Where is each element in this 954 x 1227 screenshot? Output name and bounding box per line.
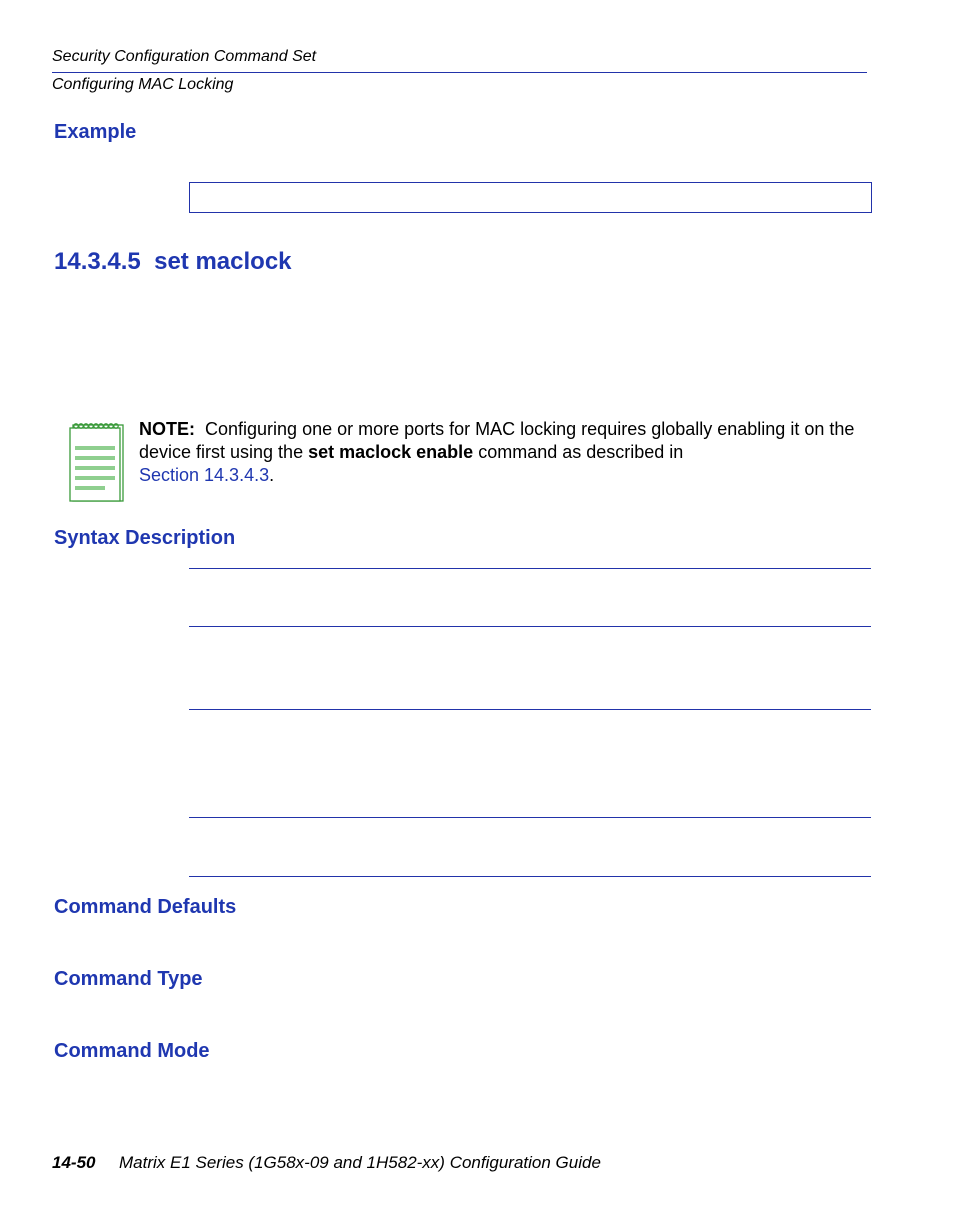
note-label: NOTE: <box>139 419 195 439</box>
command-defaults-heading: Command Defaults <box>54 896 237 918</box>
table-rule <box>189 626 871 627</box>
section-number: 14.3.4.5 <box>54 248 141 275</box>
table-rule <box>189 876 871 877</box>
note-text-before: Configuring one or more ports for MAC locking requires globally enabling it on the device first using the <box>139 419 855 462</box>
table-rule <box>189 568 871 569</box>
section-link[interactable]: Section 14.3.4.3 <box>139 465 270 485</box>
page-number: 14-50 <box>52 1153 96 1172</box>
example-box <box>189 182 872 213</box>
command-mode-heading: Command Mode <box>54 1040 210 1062</box>
section-title <box>54 248 292 276</box>
table-rule <box>189 817 871 818</box>
syntax-description-heading: Syntax Description <box>54 527 236 549</box>
guide-title: Matrix E1 Series (1G58x-09 and 1H582-xx) Configuration Guide <box>119 1153 601 1172</box>
running-header-section: Configuring MAC Locking <box>52 76 234 93</box>
notepad-icon <box>66 420 126 504</box>
example-heading: Example <box>54 121 137 143</box>
command-type-heading: Command Type <box>54 968 203 990</box>
note-text <box>139 418 869 487</box>
note-period: . <box>269 465 275 485</box>
running-header-chapter: Security Configuration Command Set <box>52 48 317 65</box>
command-name: set maclock <box>154 248 292 275</box>
header-rule <box>52 72 867 73</box>
table-rule <box>189 709 871 710</box>
note-text-after: command as described in <box>473 442 684 462</box>
note-command: set maclock enable <box>308 442 474 462</box>
